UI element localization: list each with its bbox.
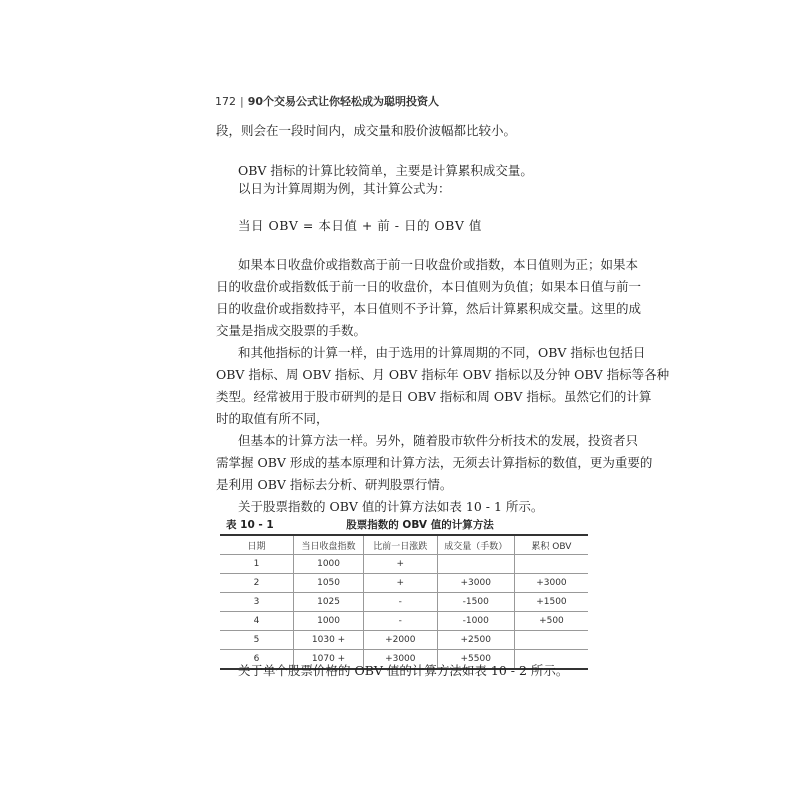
table-cell: [514, 631, 588, 650]
column-header: 比前一日涨跌: [364, 535, 438, 555]
table-cell: 1: [220, 555, 294, 574]
table-label: 表 10 - 1: [226, 519, 274, 531]
page-number: 172: [215, 95, 236, 108]
paragraph-line: OBV 指标、周 OBV 指标、月 OBV 指标年 OBV 指标以及分钟 OBV 指标等各种: [216, 367, 670, 382]
table-header-row: [220, 535, 588, 555]
paragraph-line: 以日为计算周期为例，其计算公式为：: [238, 181, 451, 196]
table-title: 股票指数的 OBV 值的计算方法: [346, 519, 494, 531]
column-header: 日期: [220, 535, 294, 555]
table-cell: [437, 555, 514, 574]
table-cell: +3000: [364, 650, 438, 670]
paragraph-line: 需掌握 OBV 形成的基本原理和计算方法，无须去计算指标的数值，更为重要的: [216, 455, 653, 470]
paragraph-line: 交量是指成交股票的手数。: [216, 323, 367, 338]
header-separator: |: [240, 95, 244, 108]
table-cell: 3: [220, 593, 294, 612]
table-cell: +2000: [364, 631, 438, 650]
formula: 当日 OBV = 本日值 + 前 - 日的 OBV 值: [238, 218, 482, 233]
paragraph-line: 段，则会在一段时间内，成交量和股价波幅都比较小。: [216, 123, 517, 138]
paragraph-line: OBV 指标的计算比较简单，主要是计算累积成交量。: [238, 163, 533, 178]
table-row: [220, 574, 588, 593]
running-header: [215, 93, 439, 109]
table-cell: +3000: [437, 574, 514, 593]
paragraph-line: 日的收盘价或指数持平，本日值则不予计算，然后计算累积成交量。这里的成: [216, 301, 642, 316]
table-cell: 1000: [294, 555, 364, 574]
paragraph-line: 关于股票指数的 OBV 值的计算方法如表 10 - 1 所示。: [238, 499, 544, 514]
obv-table: [220, 534, 588, 670]
table-cell: +3000: [514, 574, 588, 593]
table-cell: -: [364, 593, 438, 612]
table-cell: 1070 +: [294, 650, 364, 670]
table-row: [220, 593, 588, 612]
column-header: 当日收盘指数: [294, 535, 364, 555]
paragraph-line: 如果本日收盘价或指数高于前一日收盘价或指数，本日值则为正；如果本: [238, 257, 639, 272]
table-cell: 2: [220, 574, 294, 593]
paragraph-line: 和其他指标的计算一样，由于选用的计算周期的不同，OBV 指标也包括日: [238, 345, 646, 360]
paragraph-line: 类型。经常被用于股市研判的是日 OBV 指标和周 OBV 指标。虽然它们的计算: [216, 389, 652, 404]
table-cell: 1000: [294, 612, 364, 631]
table-cell: -1500: [437, 593, 514, 612]
table-cell: +5500: [437, 650, 514, 670]
table-row: [220, 555, 588, 574]
column-header: 成交量（手数）: [437, 535, 514, 555]
paragraph-line: 但基本的计算方法一样。另外，随着股市软件分析技术的发展，投资者只: [238, 433, 639, 448]
paragraph-line: 日的收盘价或指数低于前一日的收盘价，本日值则为负值；如果本日值与前一: [216, 279, 642, 294]
table-cell: +1500: [514, 593, 588, 612]
table-cell: 1025: [294, 593, 364, 612]
paragraph-line: 是利用 OBV 指标去分析、研判股票行情。: [216, 477, 453, 492]
column-header: 累积 OBV: [514, 535, 588, 555]
table-cell: -: [364, 612, 438, 631]
table-row: [220, 612, 588, 631]
table-cell: +2500: [437, 631, 514, 650]
paragraph-line: 关于单个股票价格的 OBV 值的计算方法如表 10 - 2 所示。: [238, 663, 569, 678]
table-cell: +500: [514, 612, 588, 631]
book-title: 90个交易公式让你轻松成为聪明投资人: [247, 95, 440, 108]
table-cell: 4: [220, 612, 294, 631]
table-cell: +: [364, 574, 438, 593]
paragraph-line: 时的取值有所不同，: [216, 411, 329, 426]
table-cell: [514, 555, 588, 574]
table-row: [220, 631, 588, 650]
table-cell: +: [364, 555, 438, 574]
table-cell: 1050: [294, 574, 364, 593]
table-cell: 1030 +: [294, 631, 364, 650]
table-cell: -1000: [437, 612, 514, 631]
table-cell: 6: [220, 650, 294, 670]
table-cell: 5: [220, 631, 294, 650]
